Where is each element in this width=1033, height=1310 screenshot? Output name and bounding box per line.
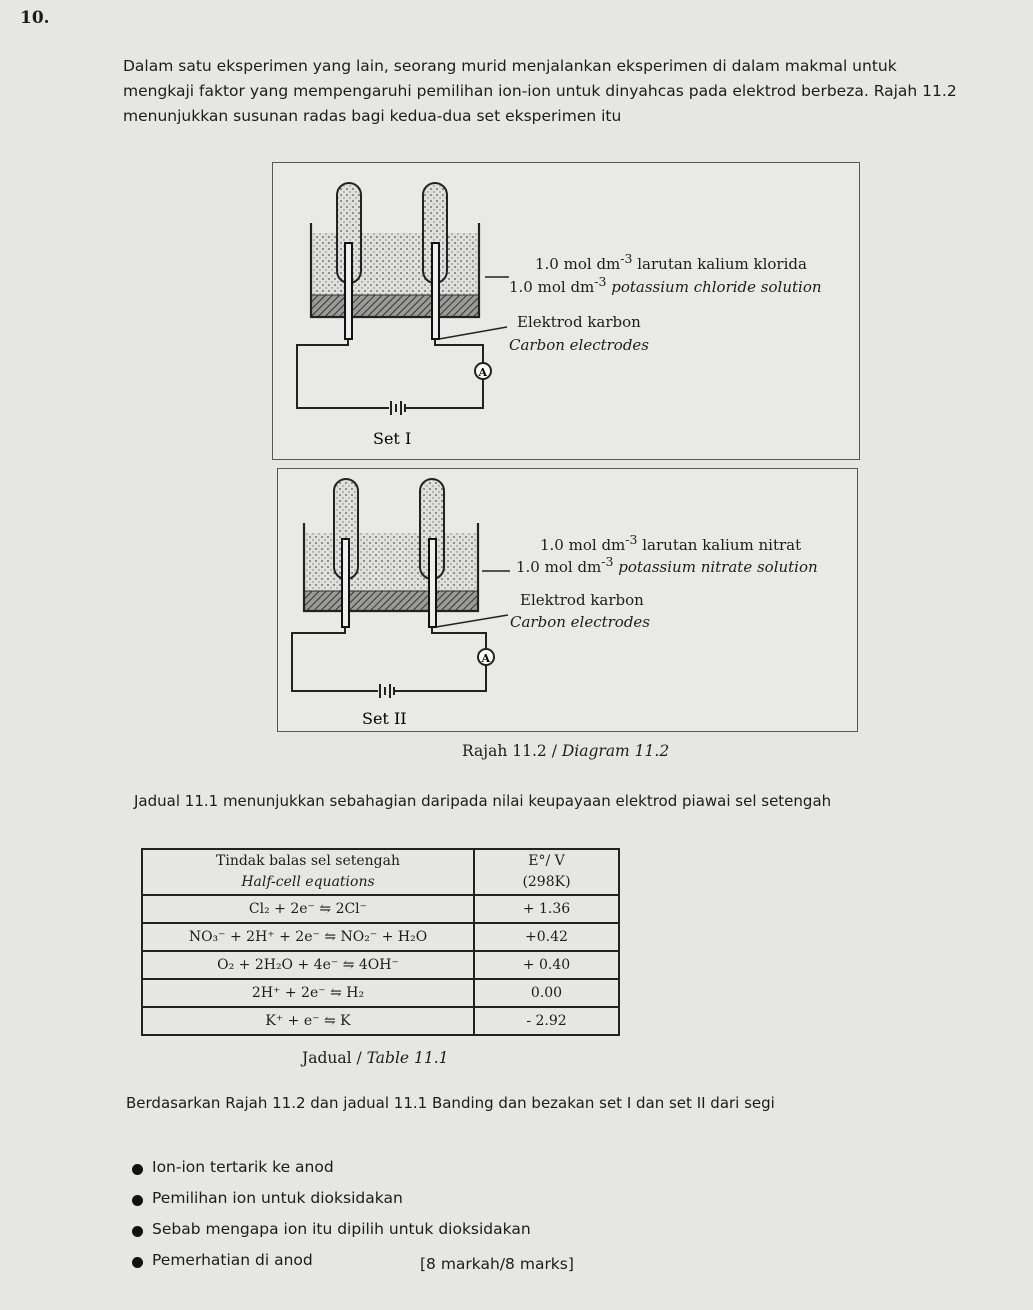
conc-text: 1.0 mol dm	[516, 558, 602, 576]
equation-cell: Cl₂ + 2e⁻ ⇋ 2Cl⁻	[142, 895, 474, 923]
set-name: Set I	[373, 429, 412, 448]
table-header-row	[142, 849, 619, 895]
caption-en: Diagram 11.2	[561, 742, 670, 760]
electrolyte	[304, 533, 478, 591]
set-1-apparatus	[273, 163, 859, 459]
value-cell: + 0.40	[474, 951, 619, 979]
electrode-right	[432, 243, 439, 339]
set-name: Set II	[362, 709, 407, 728]
conc-text: 1.0 mol dm	[509, 278, 595, 296]
conc-text: 1.0 mol dm	[540, 536, 626, 554]
solution-label-en	[516, 554, 818, 576]
list-item: Pemerhatian di anod	[126, 1251, 531, 1282]
equation-cell: K⁺ + e⁻ ⇋ K	[142, 1007, 474, 1035]
table-row	[142, 923, 619, 951]
solution-en: potassium nitrate solution	[618, 558, 818, 576]
ammeter-symbol: A	[478, 366, 488, 379]
table-caption-ms: Jadual	[302, 1049, 352, 1067]
caption-sep: /	[551, 742, 557, 760]
value-cell: + 1.36	[474, 895, 619, 923]
electrode-label-ms: Elektrod karbon	[517, 313, 641, 331]
equation-cell: O₂ + 2H₂O + 4e⁻ ⇋ 4OH⁻	[142, 951, 474, 979]
solution-ms: larutan kalium nitrat	[642, 536, 802, 554]
value-cell: - 2.92	[474, 1007, 619, 1035]
header-equations-ms: Tindak balas sel setengah	[216, 853, 400, 869]
table-intro: Jadual 11.1 menunjukkan sebahagian daripada nilai keupayaan elektrod piawai sel setengah	[134, 792, 832, 810]
solution-label-en	[509, 274, 822, 296]
intro-paragraph	[123, 54, 1003, 129]
list-item: Ion-ion tertarik ke anod	[126, 1158, 531, 1189]
electrode-left	[342, 539, 349, 627]
electrode-pointer	[436, 615, 508, 627]
battery-icon	[389, 401, 405, 415]
marks-label: [8 markah/8 marks]	[420, 1255, 574, 1273]
conc-exp: -3	[594, 274, 607, 289]
set-1-diagram	[272, 162, 860, 460]
set-2-diagram	[277, 468, 858, 732]
value-cell: +0.42	[474, 923, 619, 951]
solution-label-ms	[535, 251, 807, 273]
table-row	[142, 951, 619, 979]
header-potential-line2: (298K)	[522, 874, 571, 890]
solution-label-ms	[540, 532, 801, 554]
table-row	[142, 895, 619, 923]
header-equations	[142, 849, 474, 895]
diagram-caption	[462, 742, 669, 760]
ammeter-symbol: A	[481, 652, 491, 665]
header-potential-line1: E°/ V	[528, 853, 565, 869]
list-item: Sebab mengapa ion itu dipilih untuk dioksidakan	[126, 1220, 531, 1251]
table-caption-sep: /	[356, 1049, 362, 1067]
electrode-left	[345, 243, 352, 339]
electrode-label-ms: Elektrod karbon	[520, 591, 644, 609]
header-potential	[474, 849, 619, 895]
table-row	[142, 979, 619, 1007]
value-cell: 0.00	[474, 979, 619, 1007]
table-caption-en: Table 11.1	[366, 1049, 449, 1067]
equation-cell: 2H⁺ + 2e⁻ ⇋ H₂	[142, 979, 474, 1007]
porous-plate	[311, 295, 479, 317]
wire	[292, 627, 486, 691]
caption-ms: Rajah 11.2	[462, 742, 547, 760]
list-item: Pemilihan ion untuk dioksidakan	[126, 1189, 531, 1220]
equation-cell: NO₃⁻ + 2H⁺ + 2e⁻ ⇋ NO₂⁻ + H₂O	[142, 923, 474, 951]
table-caption	[302, 1049, 449, 1067]
porous-plate	[304, 591, 478, 611]
question-text: Berdasarkan Rajah 11.2 dan jadual 11.1 Banding dan bezakan set I dan set II dari segi	[126, 1094, 775, 1112]
solution-en: potassium chloride solution	[611, 278, 822, 296]
electrode-potential-table	[141, 848, 620, 1036]
electrode-label-en: Carbon electrodes	[509, 336, 650, 354]
conc-exp: -3	[601, 554, 614, 569]
conc-text: 1.0 mol dm	[535, 255, 621, 273]
wire	[297, 339, 483, 408]
conc-exp: -3	[625, 532, 638, 547]
table-row	[142, 1007, 619, 1035]
question-number: 10.	[20, 8, 50, 28]
battery-icon	[378, 684, 394, 698]
intro-line: menunjukkan susunan radas bagi kedua-dua set eksperimen itu	[123, 107, 622, 125]
electrode-pointer	[439, 327, 507, 339]
conc-exp: -3	[620, 251, 633, 266]
intro-line: Dalam satu eksperimen yang lain, seorang murid menjalankan eksperimen di dalam makmal untuk	[123, 57, 897, 75]
electrode-label-en: Carbon electrodes	[510, 613, 651, 631]
intro-line: mengkaji faktor yang mempengaruhi pemilihan ion-ion untuk dinyahcas pada elektrod berbeza. Rajah 11.2	[123, 82, 957, 100]
solution-ms: larutan kalium klorida	[637, 255, 807, 273]
electrode-right	[429, 539, 436, 627]
header-equations-en: Half-cell equations	[241, 874, 375, 890]
